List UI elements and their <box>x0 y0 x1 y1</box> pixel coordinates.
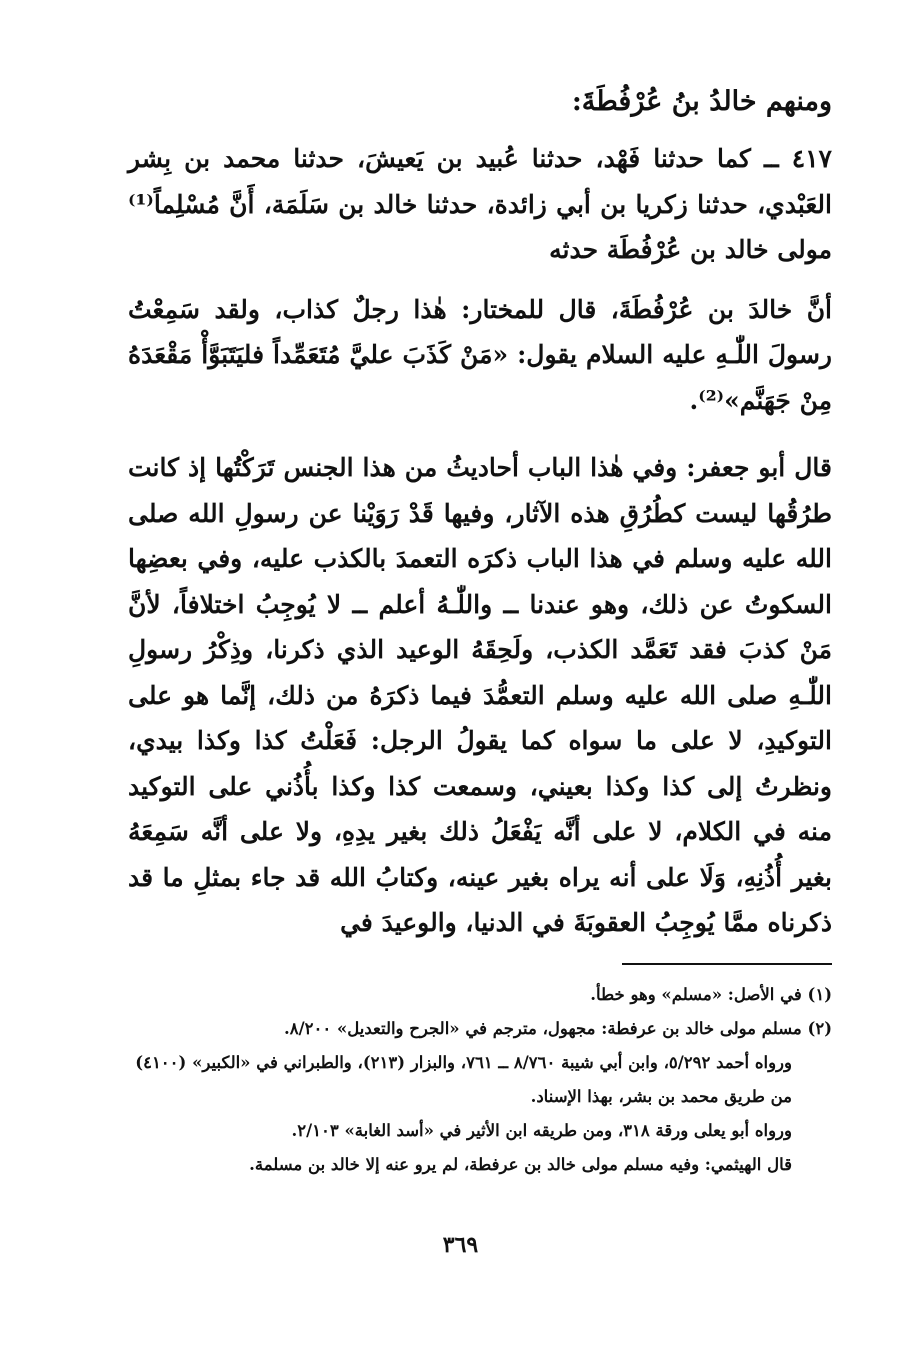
hadith-matn-paragraph: أنَّ خالدَ بن عُرْفُطَةَ، قال للمختار: هٰذا رجلٌ كذاب، ولقد سَمِعْتُ رسولَ اللّٰـهِ عليه السلام يقول: «مَنْ كَذَبَ عليَّ مُتَعَمِّداً فليَتَبَوَّأْ مَقْعَدَهُ مِنْ جَهَنَّم»⁽²⁾. <box>128 294 832 415</box>
main-text <box>128 80 832 960</box>
footnote-1: (١) في الأصل: «مسلم» وهو خطأ. <box>590 985 832 1004</box>
footnote-divider <box>622 963 832 965</box>
footnote-2: (٢) مسلم مولى خالد بن عرفطة: مجهول، مترجم في «الجرح والتعديل» ٨/٢٠٠. <box>283 1019 832 1038</box>
hadith-isnad-paragraph: ٤١٧ ــ كما حدثنا فَهْد، حدثنا عُبيد بن يَعيشَ، حدثنا محمد بن بِشر العَبْدي، حدثنا زكريا بن أبي زائدة، حدثنا خالد بن سَلَمَة، أَنَّ مُسْلِماً⁽¹⁾ مولى خالد بن عُرْفُطَة حدثه <box>128 144 832 264</box>
section-heading: ومنهم خالدُ بنُ عُرْفُطَةَ: <box>571 86 832 117</box>
footnotes <box>128 978 832 1182</box>
footnote-2-abu-yala: ورواه أبو يعلى ورقة ٣١٨، ومن طريقه ابن الأثير في «أسد الغابة» ٢/١٠٣. <box>291 1121 792 1140</box>
footnote-2-sources: ورواه أحمد ٥/٢٩٢، وابن أبي شيبة ٨/٧٦٠ ــ ٧٦١، والبزار (٢١٣)، والطبراني في «الكبير» (٤١٠٠) من طريق محمد بن بشر، بهذا الإسناد. <box>135 1053 792 1106</box>
footnote-2-haythami: قال الهيثمي: وفيه مسلم مولى خالد بن عرفطة، لم يرو عنه إلا خالد بن مسلمة. <box>249 1155 792 1174</box>
page-number: ٣٦٩ <box>442 1232 479 1258</box>
commentary-paragraph: قال أبو جعفر: وفي هٰذا الباب أحاديثُ من هذا الجنس تَرَكْتُها إذ كانت طرُقُها ليست كطُرُقِ هذه الآثار، وفيها قَدْ رَوَيْنا عن رسولِ الله صلى الله عليه وسلم في هذا الباب ذكرَه التعمدَ بالكذب عليه، وفي بعضِها السكوتُ عن ذلك، وهو عندنا ــ واللّٰـهُ أعلم ــ لا يُوجِبُ اختلافاً، لأنَّ مَنْ كذبَ فقد تَعَمَّد الكذب، ولَحِقَهُ الوعيد الذي ذكرنا، وذِكْرُ رسولِ اللّٰـهِ صلى الله عليه وسلم التعمُّدَ فيما ذكرَهُ من ذلك، إنَّما هو على التوكيدِ، لا على ما سواه كما يقولُ الرجل: فَعَلْتُ كذا وكذا بيدي، ونظرتُ إلى كذا وكذا بعيني، وسمعت كذا وكذا بأُذُني على التوكيد منه في الكلام، لا على أنَّه يَفْعَلُ ذلك بغير يدِهِ، ولا على أنَّه سَمِعَهُ بغير أُذُنِهِ، وَلَا على أنه يراه بغير عينه، وكتابُ الله قد جاء بمثلِ ما قد ذكرناه ممَّا يُوجِبُ العقوبَةَ في الدنيا، والوعيدَ في <box>128 453 832 937</box>
